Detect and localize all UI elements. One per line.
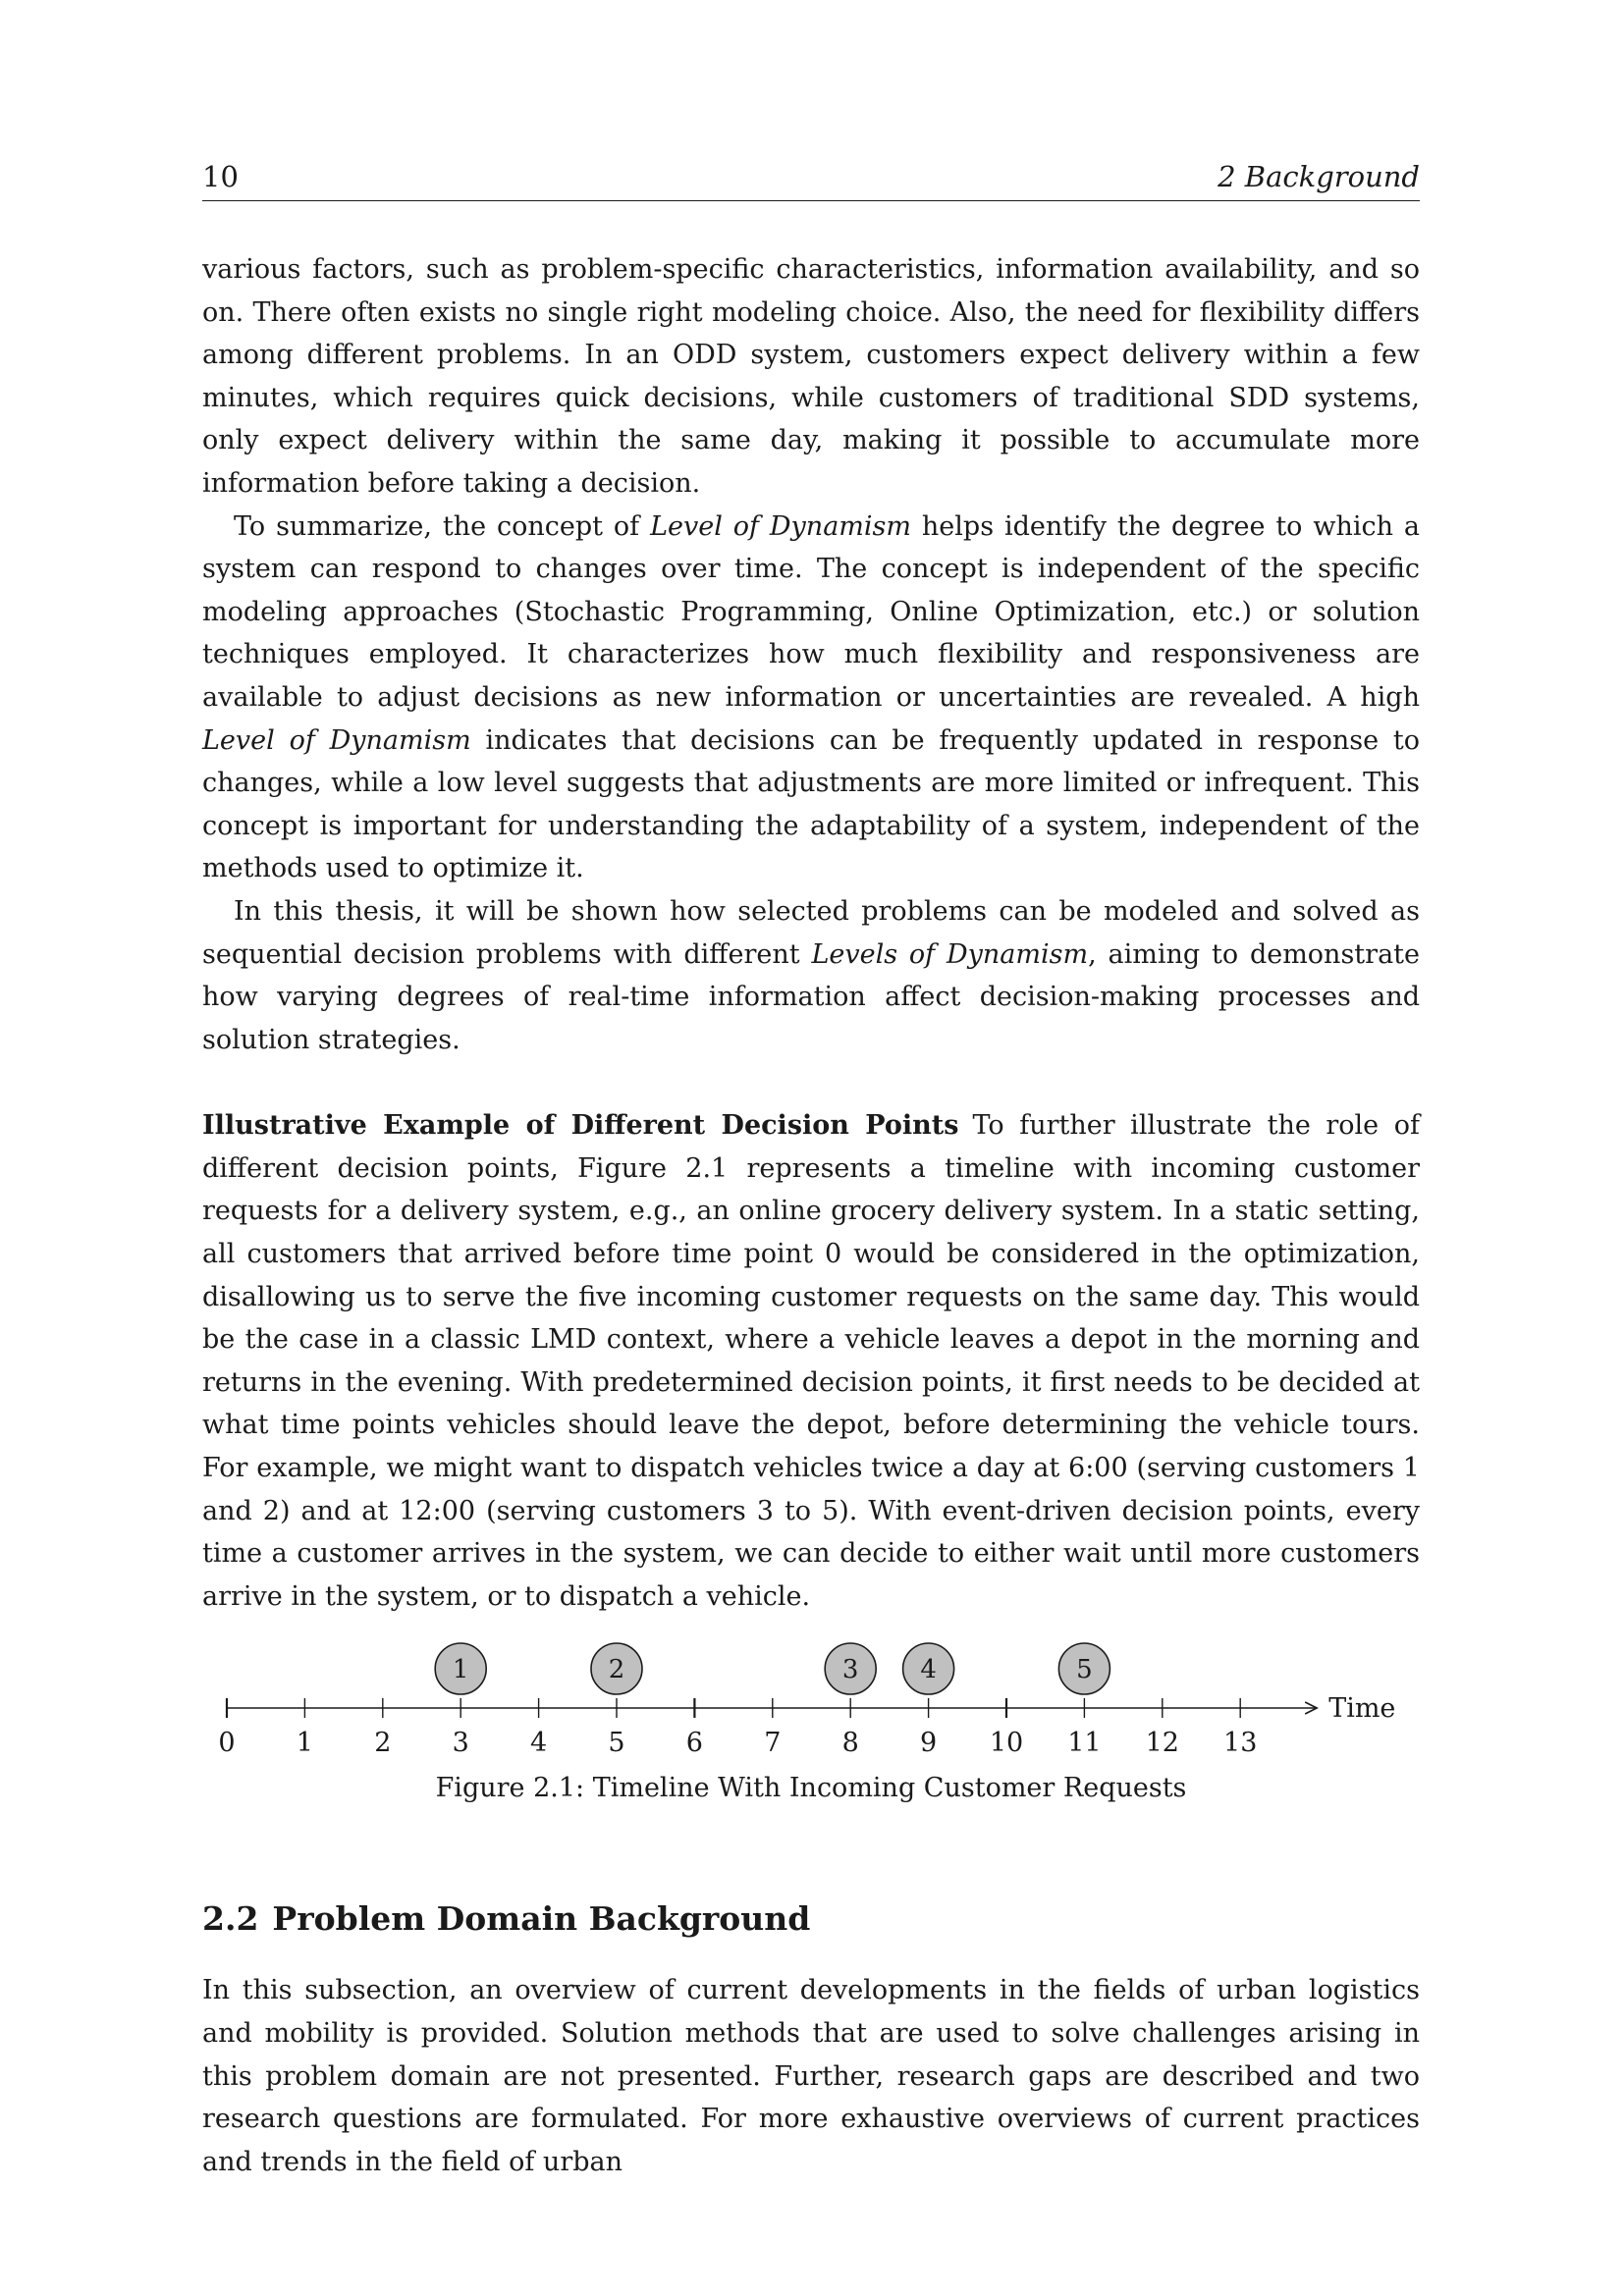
paragraph-2-text-c: indicates that decisions can be frequently updated in response to changes, while a low level suggests that adjustments are more limited or infrequent. This concept is important for understanding the adaptability of a system, independent of the methods used to optimize it.: [202, 724, 1420, 884]
tick-label: 0: [218, 1728, 236, 1759]
customer-request-label: 1: [452, 1655, 469, 1685]
section-number: 2.2: [202, 1899, 259, 1939]
customer-request-label: 5: [1076, 1655, 1093, 1685]
timeline-figure: [202, 1651, 1420, 1761]
tick-label: 12: [1145, 1728, 1179, 1759]
paragraph-3-text-b: , aiming to demonstrate how varying degrees of real-time information affect decision-making processes and solution strategies.: [202, 938, 1420, 1055]
chapter-title: 2 Background: [1218, 160, 1420, 193]
figure-caption: Figure 2.1: Timeline With Incoming Customer Requests: [435, 1773, 1187, 1804]
tick-label: 6: [685, 1728, 703, 1759]
paragraph-3-text-a: In this thesis, it will be shown how selected problems can be modeled and solved as sequential decision problems with different: [202, 895, 1420, 970]
paragraph-2-text-b: helps identify the degree to which a system can respond to changes over time. The concept is independent of the specific modeling approaches (Stochastic Programming, Online Optimization, etc.) or solution techniques employed. It characterizes how much flexibility and responsiveness are available to adjust decisions as new information or uncertainties are revealed. A high: [202, 510, 1420, 713]
term-levels-of-dynamism: Levels of Dynamism: [811, 938, 1089, 970]
tick-label: 13: [1223, 1728, 1258, 1759]
tick-label: 4: [530, 1728, 548, 1759]
tick-label: 10: [989, 1728, 1024, 1759]
tick-label: 8: [841, 1728, 859, 1759]
section-paragraph: In this subsection, an overview of current developments in the fields of urban logistics and mobility is provided. Solution methods that are used to solve challenges arising in this problem domain are not presented. Further, research gaps are described and two research questions are formulated. For more exhaustive overviews of current practices and trends in the field of urban: [202, 1975, 1420, 2177]
customer-request-label: 2: [608, 1655, 625, 1685]
paragraph-2: [202, 506, 1420, 890]
paragraph-heading: Illustrative Example of Different Decision Points: [202, 1110, 959, 1142]
timeline-svg: [202, 1651, 1420, 1761]
running-head: [202, 157, 1420, 201]
section-body: [202, 1969, 1420, 2183]
paragraph-3: [202, 890, 1420, 1061]
term-level-of-dynamism: Level of Dynamism: [650, 510, 911, 542]
page-number: 10: [202, 160, 239, 193]
page: [202, 157, 1420, 2183]
paragraph-4: [202, 1104, 1420, 1618]
tick-label: 7: [764, 1728, 782, 1759]
tick-label: 11: [1067, 1728, 1102, 1759]
axis-label: Time: [1328, 1693, 1396, 1725]
body-text: [202, 248, 1420, 1618]
customer-request-label: 4: [920, 1655, 937, 1685]
section-heading: [202, 1896, 1420, 1942]
section-title: Problem Domain Background: [272, 1899, 811, 1939]
tick-label: 1: [296, 1728, 313, 1759]
term-level-of-dynamism: Level of Dynamism: [202, 724, 471, 756]
tick-label: 2: [374, 1728, 392, 1759]
tick-label: 5: [608, 1728, 625, 1759]
paragraph-1: various factors, such as problem-specific characteristics, information availability, and so on. There often exists no single right modeling choice. Also, the need for flexibility differs among different problems. In an ODD system, customers expect delivery within a few minutes, which requires quick decisions, while customers of traditional SDD systems, only expect delivery within the same day, making it possible to accumulate more information before taking a decision.: [202, 254, 1420, 499]
customer-request-label: 3: [841, 1655, 859, 1685]
tick-label: 3: [452, 1728, 469, 1759]
paragraph-2-text-a: To summarize, the concept of: [234, 510, 651, 542]
paragraph-4-text: To further illustrate the role of different decision points, Figure 2.1 represents a timeline with incoming customer requests for a delivery system, e.g., an online grocery delivery system. In a static setting, all customers that arrived before time point 0 would be considered in the optimization, disallowing us to serve the five incoming customer requests on the same day. This would be the case in a classic LMD context, where a vehicle leaves a depot in the morning and returns in the evening. With predetermined decision points, it first needs to be decided at what time points vehicles should leave the depot, before determining the vehicle tours. For example, we might want to dispatch vehicles twice a day at 6:00 (serving customers 1 and 2) and at 12:00 (serving customers 3 to 5). With event-driven decision points, every time a customer arrives in the system, we can decide to either wait until more customers arrive in the system, or to dispatch a vehicle.: [202, 1110, 1420, 1612]
tick-label: 9: [920, 1728, 938, 1759]
